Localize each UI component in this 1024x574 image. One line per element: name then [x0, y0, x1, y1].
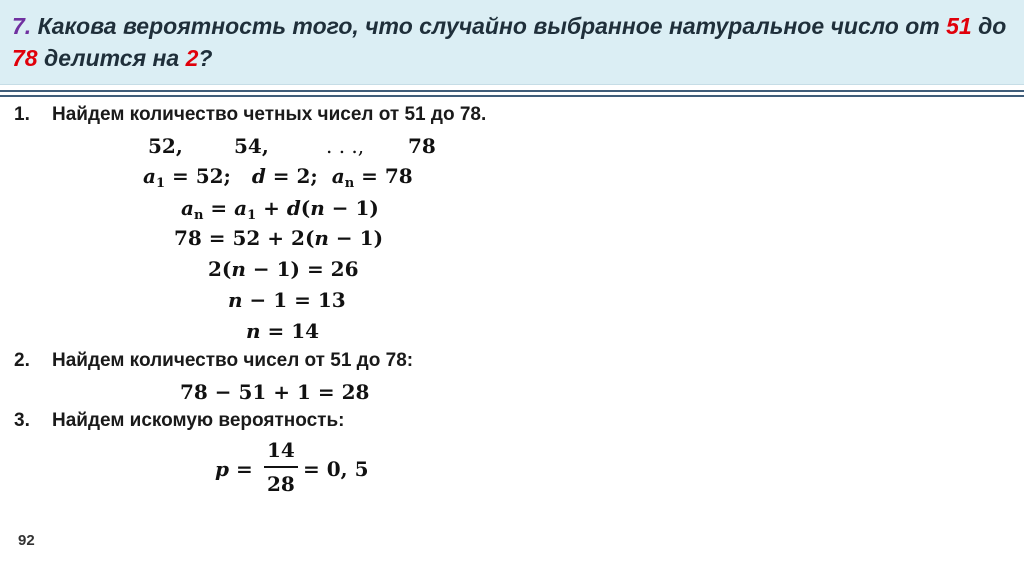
an-symbol: a [331, 164, 345, 188]
formula-nth-term [181, 196, 379, 223]
divider-line-top [0, 90, 1024, 92]
title-text-part3: делится на [37, 45, 186, 71]
fraction-bar [264, 466, 298, 468]
step-1 [14, 104, 486, 126]
step-3-number: 3. [14, 410, 30, 431]
f3-head: 78 = 52 + 2( [174, 226, 315, 250]
f2-a: a [181, 196, 194, 220]
fraction-denominator: 28 [267, 472, 295, 496]
f2-a1: a [234, 196, 248, 220]
formula-substitution [174, 226, 383, 250]
problem-number: 7. [12, 13, 32, 39]
f2-open: ( [300, 196, 311, 220]
sequence-term-1: 52, [148, 134, 183, 158]
a1-subscript: 1 [155, 176, 166, 191]
d-value: = 2; [265, 164, 318, 188]
divider-line-bottom [0, 95, 1024, 97]
title-number-to: 78 [12, 45, 38, 71]
f4-n: n [231, 257, 246, 281]
formula-step-3 [228, 288, 346, 312]
title-bar [0, 0, 1024, 85]
formula-total-count: 78 − 51 + 1 = 28 [180, 380, 370, 404]
a1-value: = 52; [165, 164, 231, 188]
step-1-text: Найдем количество четных чисел от 51 до 78. [52, 104, 487, 125]
f2-tail: − 1) [324, 196, 379, 220]
probability-result: = 0, 5 [303, 457, 369, 481]
f6-n: n [246, 319, 261, 343]
f3-tail: − 1) [328, 226, 384, 250]
fraction-numerator: 14 [267, 438, 295, 462]
step-2-number: 2. [14, 350, 30, 371]
title-text-part2: до [971, 13, 1007, 39]
slide-title [12, 10, 1012, 74]
f2-sub-1: 1 [247, 208, 257, 223]
f2-d: d [286, 196, 301, 220]
title-number-from: 51 [946, 13, 972, 39]
a1-symbol: a [143, 164, 156, 188]
f5-n: n [228, 288, 243, 312]
formula-result-n [246, 319, 319, 343]
f2-sub-n: n [193, 208, 204, 223]
f4-head: 2( [208, 257, 232, 281]
step-2-text: Найдем количество чисел от 51 до 78: [52, 350, 414, 371]
p-symbol: p [215, 457, 229, 481]
title-divisor: 2 [185, 45, 199, 71]
f2-eq: = [203, 196, 235, 220]
p-equals: = [228, 457, 253, 481]
f3-n: n [314, 226, 329, 250]
f2-n: n [310, 196, 325, 220]
an-subscript: n [344, 176, 355, 191]
an-value: = 78 [354, 164, 413, 188]
title-text-part1: Какова вероятность того, что случайно выбранное натуральное число от [31, 13, 947, 39]
d-symbol: d [251, 164, 266, 188]
sequence-term-2: 54, [234, 134, 269, 158]
sequence-ellipsis: . . ., [326, 134, 365, 158]
title-text-part4: ? [198, 45, 213, 71]
page-number: 92 [18, 532, 35, 549]
step-1-number: 1. [14, 104, 30, 125]
f6-tail: = 14 [260, 319, 320, 343]
step-3 [14, 410, 344, 432]
f2-plus: + [256, 196, 287, 220]
formula-step-2 [208, 257, 359, 281]
probability-label [215, 457, 253, 481]
step-3-text: Найдем искомую вероятность: [52, 410, 345, 431]
f5-tail: − 1 = 13 [242, 288, 346, 312]
step-2 [14, 350, 413, 372]
f4-tail: − 1) = 26 [245, 257, 359, 281]
formula-given-values [143, 164, 413, 191]
sequence-term-last: 78 [408, 134, 436, 158]
